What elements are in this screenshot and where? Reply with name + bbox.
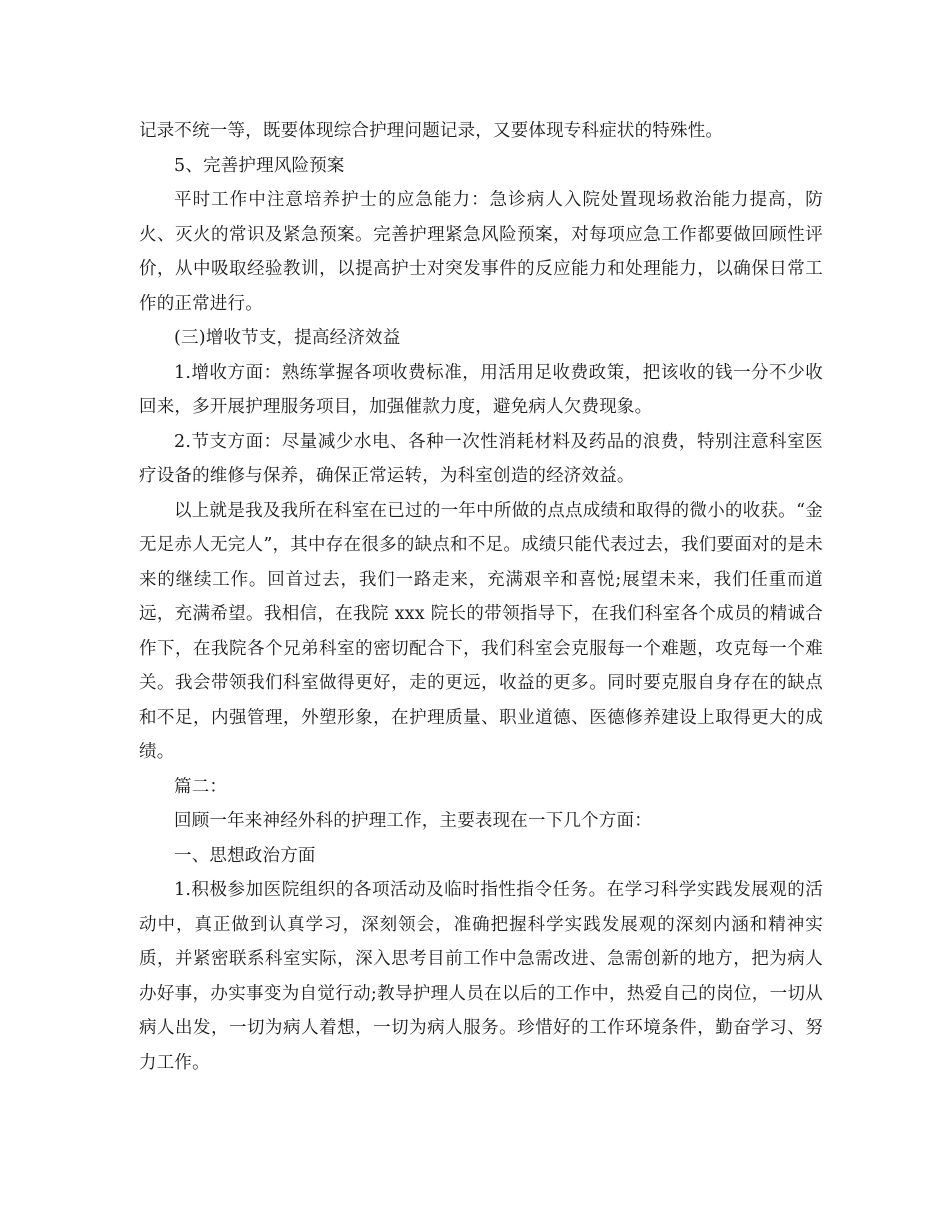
heading-ideology: 一、思想政治方面 xyxy=(174,845,316,866)
heading-economic-benefit: (三)增收节支，提高经济效益 xyxy=(174,328,401,348)
document-body xyxy=(139,114,823,1080)
paragraph-activities: 1.积极参加医院组织的各项活动及临时指性指令任务。在学习科学实践发展观的活动中，真正做到认真学习，深刻领会，准确把握科学实践发展观的深刻内涵和精神实质，并紧密联系科室实际，深入思考目前工作中急需改进、急需创新的地方，把为病人办好事，办实事变为自觉行动;教导护理人员在以后的工作中，热爱自己的岗位，一切从病人出发，一切为病人着想，一切为病人服务。珍惜好的工作环境条件，勤奋学习、努力工作。 xyxy=(139,880,823,1073)
paragraph-emergency-ability: 平时工作中注意培养护士的应急能力：急诊病人入院处置现场救治能力提高，防火、灭火的常识及紧急预案。完善护理紧急风险预案，对每项应急工作都要做回顾性评价，从中吸取经验教训，以提高护士对突发事件的反应能力和处理能力，以确保日常工作的正常进行。 xyxy=(139,190,823,314)
paragraph-summary: 以上就是我及我所在科室在已过的一年中所做的点点成绩和取得的微小的收获。“金无足赤人无完人”，其中存在很多的缺点和不足。成绩只能代表过去，我们要面对的是未来的继续工作。回首过去，我们一路走来，充满艰辛和喜悦;展望未来，我们任重而道远，充满希望。我相信，在我院 xxx 院长的带领指导下，在我们科室各个成员的精诚合作下，在我院各个兄弟科室的密切配合下，我们科室会克服每一个难题，攻克每一个难关。我会带领我们科室做得更好，走的更远，收益的更多。同时要克服自身存在的缺点和不足，内强管理，外塑形象，在护理质量、职业道德、医德修养建设上取得更大的成绩。 xyxy=(139,500,823,762)
paragraph-continuation: 记录不统一等，既要体现综合护理问题记录，又要体现专科症状的特殊性。 xyxy=(139,121,724,141)
heading-part-two: 篇二： xyxy=(174,776,228,797)
paragraph-income: 1.增收方面：熟练掌握各项收费标准，用活用足收费政策，把该收的钱一分不少收回来，多开展护理服务项目，加强催款力度，避免病人欠费现象。 xyxy=(139,362,823,417)
heading-risk-plan: 5、完善护理风险预案 xyxy=(174,155,345,176)
paragraph-savings: 2.节支方面：尽量减少水电、各种一次性消耗材料及药品的浪费，特别注意科室医疗设备的维修与保养，确保正常运转，为科室创造的经济效益。 xyxy=(139,431,823,486)
paragraph-review-intro: 回顾一年来神经外科的护理工作，主要表现在一下几个方面： xyxy=(174,811,652,831)
